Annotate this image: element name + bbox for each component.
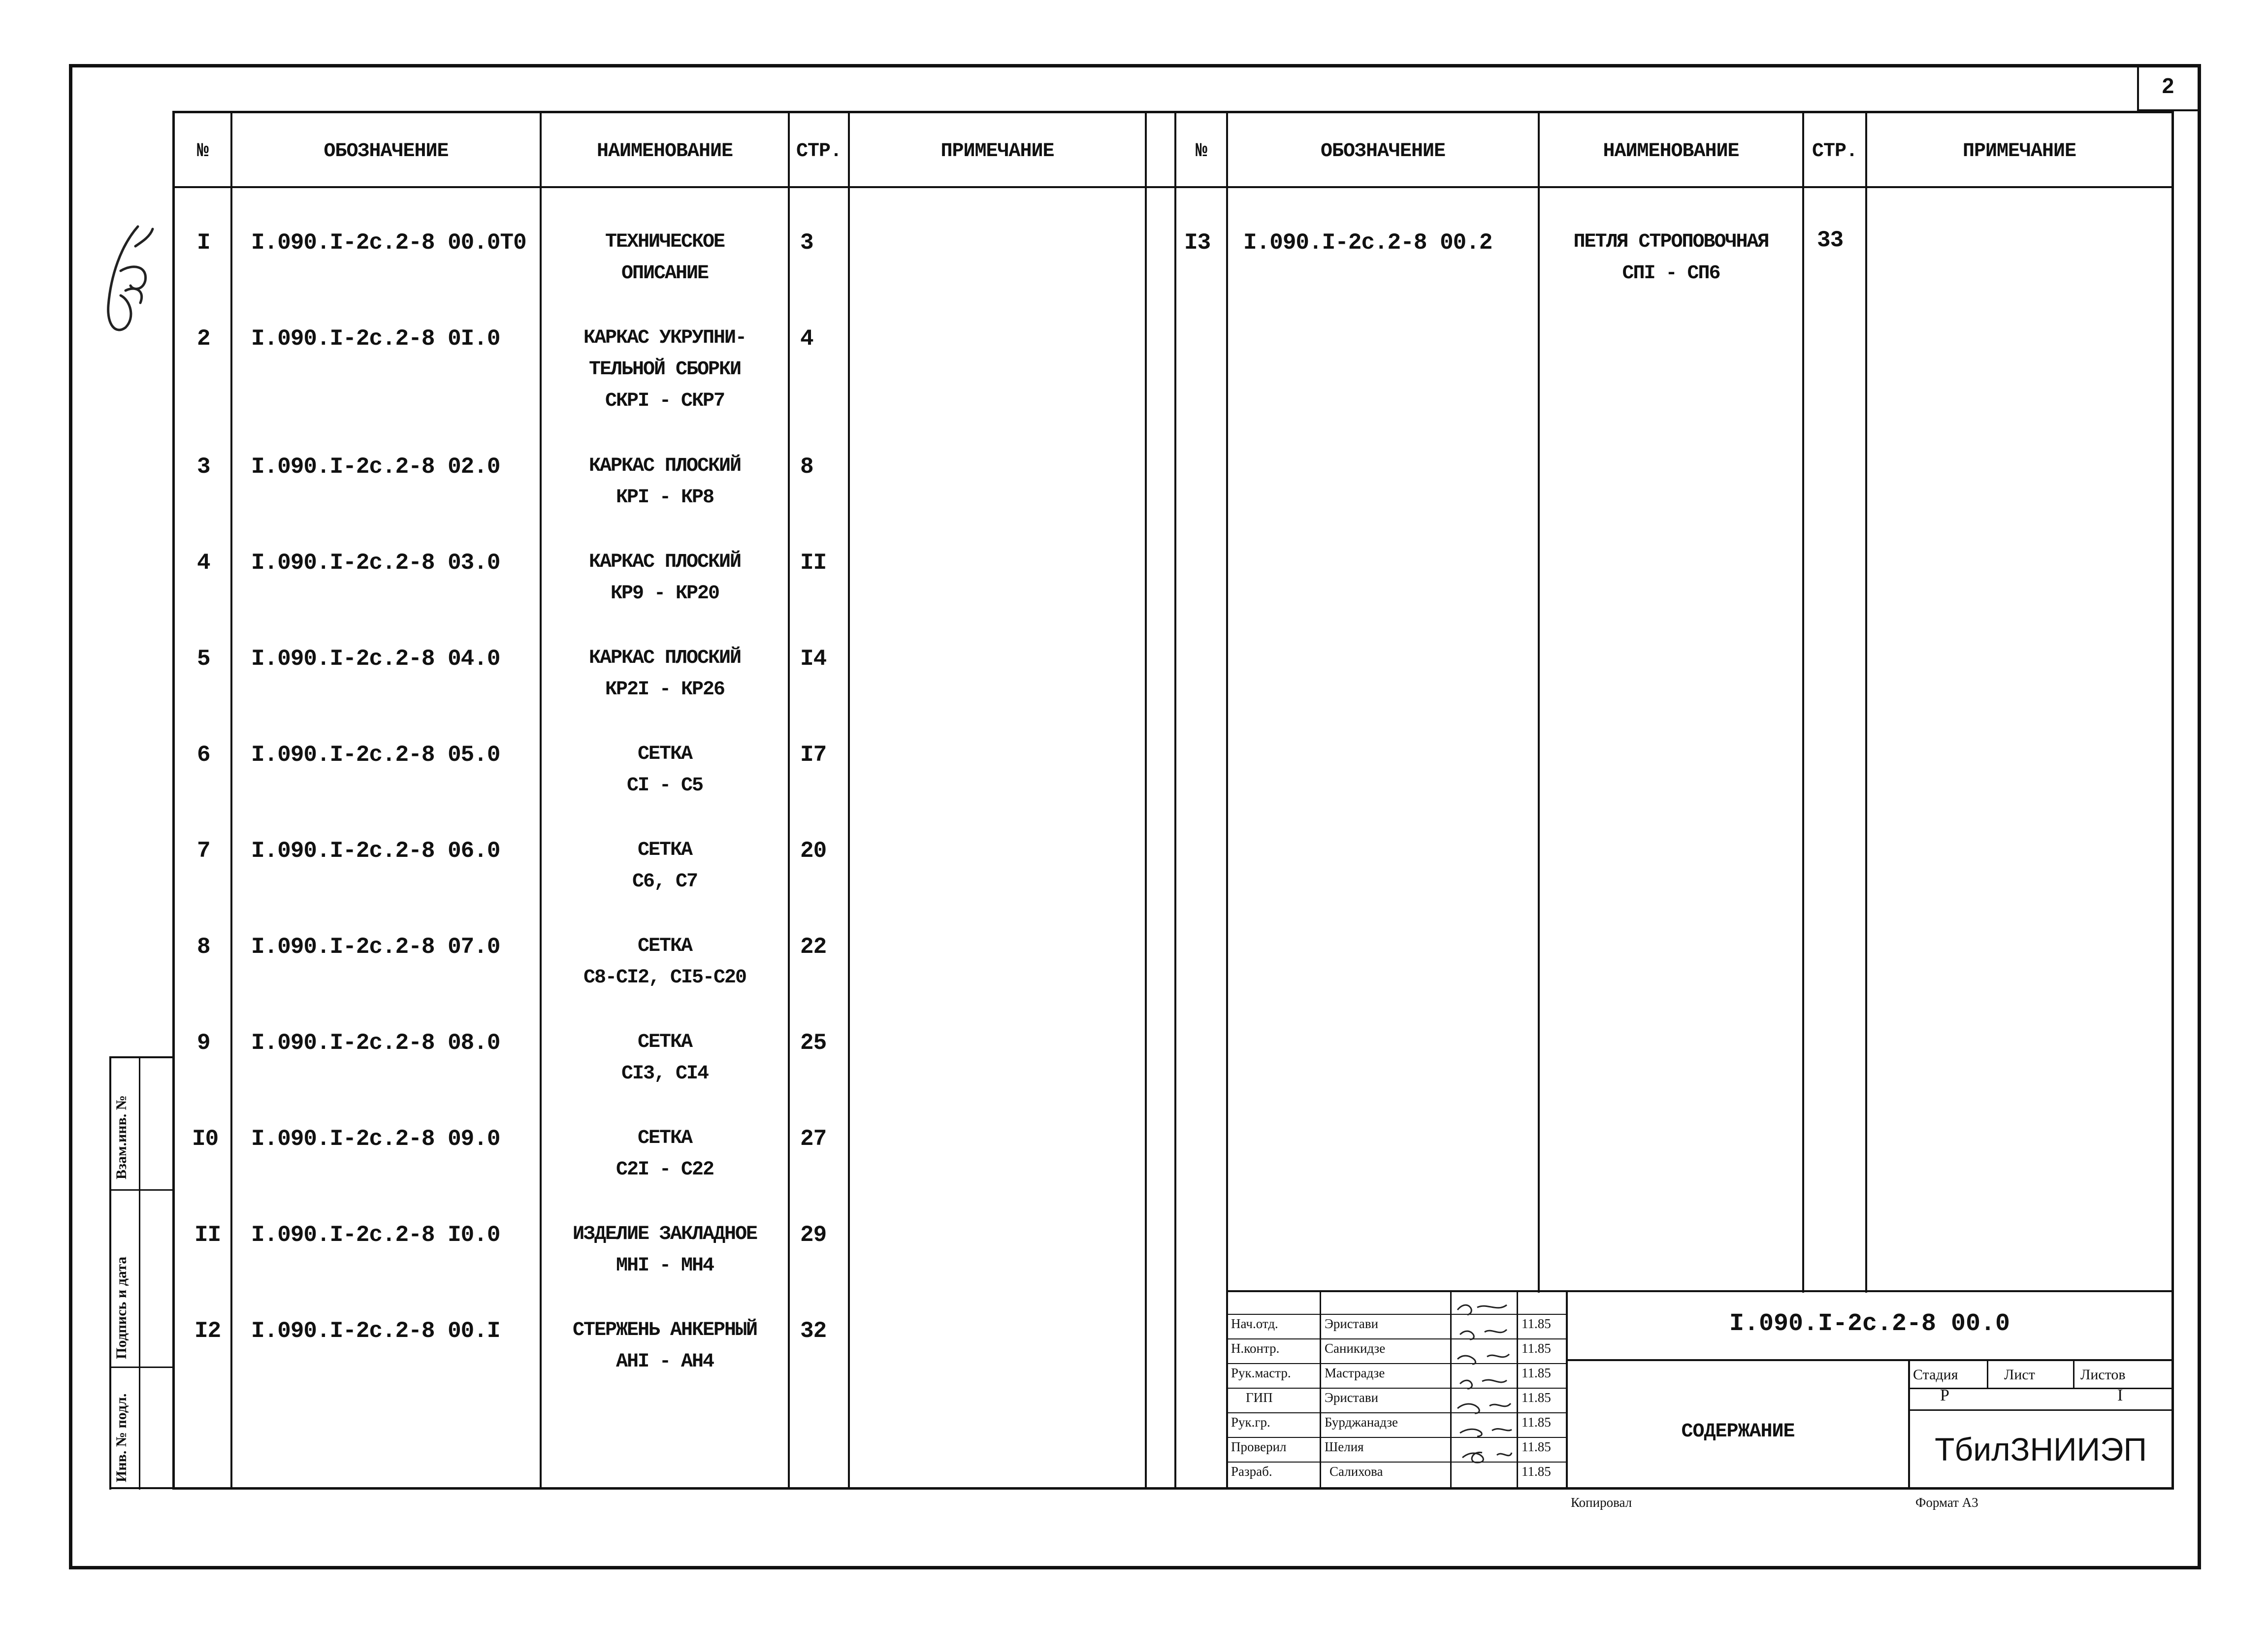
right-header-name: НАИМЕНОВАНИЕ (1603, 140, 1739, 163)
row-no: II (194, 1222, 221, 1248)
row-no: 7 (197, 838, 210, 864)
row-name: СЕТКА СI3, СI4 (621, 1031, 709, 1085)
right-header-page: СТР. (1812, 140, 1857, 163)
left-header-note: ПРИМЕЧАНИЕ (940, 140, 1054, 163)
tb-col (1908, 1359, 1910, 1487)
row-name: ИЗДЕЛИЕ ЗАКЛАДНОЕ МНI - МН4 (572, 1223, 757, 1277)
row-designation: I.090.I-2c.2-8 00.0Т0 (251, 230, 526, 256)
row-name: КАРКАС ПЛОСКИЙ КР2I - КР26 (588, 647, 741, 701)
row-designation: I.090.I-2c.2-8 0I.0 (251, 326, 500, 352)
tb-role: Рук.гр. (1231, 1415, 1270, 1430)
col-line (848, 111, 850, 1490)
stamp-box-bottom (109, 1487, 175, 1489)
col-line (1226, 111, 1228, 1490)
row-no: 8 (197, 934, 210, 960)
tb-stage-label: Стадия (1913, 1367, 1958, 1383)
col-line (1145, 111, 1147, 1490)
tb-name: Салихова (1329, 1464, 1383, 1479)
right-header-no: № (1195, 140, 1207, 163)
tb-row (1908, 1409, 2174, 1411)
stamp-col (139, 1056, 140, 1490)
row-page: 4 (800, 326, 813, 352)
right-header-designation: ОБОЗНАЧЕНИЕ (1320, 140, 1446, 163)
tb-format: Формат А3 (1915, 1495, 1978, 1510)
row-name: ПЕТЛЯ СТРОПОВОЧНАЯ СПI - СП6 (1573, 231, 1769, 285)
row-page: I4 (800, 646, 827, 672)
tb-date: 11.85 (1522, 1390, 1551, 1405)
row-designation: I.090.I-2c.2-8 I0.0 (251, 1222, 500, 1248)
tb-name: Саникидзе (1325, 1341, 1386, 1356)
row-page: II (800, 550, 827, 576)
tb-role: Разраб. (1231, 1464, 1272, 1479)
row-page: 32 (800, 1318, 827, 1344)
stamp-box-left (109, 1056, 111, 1490)
col-line (1802, 111, 1804, 1293)
tb-mid (1566, 1359, 2174, 1361)
handwritten-signature (91, 217, 155, 350)
tb-code: I.090.I-2c.2-8 00.0 (1729, 1310, 2010, 1338)
left-header-name: НАИМЕНОВАНИЕ (596, 140, 733, 163)
tb-col (1517, 1290, 1518, 1487)
col-line (788, 111, 790, 1490)
left-header-page: СТР. (796, 140, 842, 163)
row-no: 6 (197, 742, 210, 768)
row-no: 5 (197, 646, 210, 672)
tb-sheets: I (2117, 1386, 2123, 1404)
row-designation: I.090.I-2c.2-8 04.0 (251, 646, 500, 672)
tb-name: Бурджанадзе (1325, 1415, 1398, 1430)
tb-role: Нач.отд. (1231, 1316, 1278, 1331)
row-no: 2 (197, 326, 210, 352)
row-page: 20 (800, 838, 827, 864)
inner-top (172, 111, 2174, 113)
tb-role: Н.контр. (1231, 1341, 1280, 1356)
row-page: 25 (800, 1030, 827, 1056)
stamp-sign-date: Подпись и дата (113, 1256, 130, 1359)
tb-role: Проверил (1231, 1439, 1287, 1454)
inner-right (2171, 111, 2174, 1490)
tb-sheet-label: Лист (2004, 1367, 2035, 1383)
tb-copied: Копировал (1571, 1495, 1632, 1510)
row-page: 27 (800, 1126, 827, 1152)
row-designation: I.090.I-2c.2-8 00.I (251, 1318, 500, 1344)
row-name: СЕТКА СI - С5 (626, 743, 703, 797)
row-name: СЕТКА С8-СI2, СI5-С20 (583, 935, 746, 989)
row-no: 4 (197, 550, 210, 576)
row-no: 9 (197, 1030, 210, 1056)
row-designation: I.090.I-2c.2-8 06.0 (251, 838, 500, 864)
row-designation: I.090.I-2c.2-8 05.0 (251, 742, 500, 768)
inner-bottom (172, 1487, 2174, 1490)
row-designation: I.090.I-2c.2-8 09.0 (251, 1126, 500, 1152)
frame-bottom (69, 1566, 2201, 1569)
stamp-inv-no: Инв. № подл. (113, 1393, 130, 1482)
stamp-sep (109, 1189, 175, 1191)
row-page: 8 (800, 454, 813, 480)
row-page: I7 (800, 742, 827, 768)
right-header-note: ПРИМЕЧАНИЕ (1962, 140, 2076, 163)
frame-right (2198, 64, 2201, 1569)
staff-signatures (1453, 1293, 1516, 1485)
row-name: СЕТКА С6, С7 (632, 839, 698, 893)
row-page: 29 (800, 1222, 827, 1248)
row-name: КАРКАС УКРУПНИ- ТЕЛЬНОЙ СБОРКИ СКРI - СКР7 (583, 327, 746, 412)
row-designation: I.090.I-2c.2-8 02.0 (251, 454, 500, 480)
stamp-replaces: Взам.инв. № (113, 1095, 130, 1179)
row-name: ТЕХНИЧЕСКОЕ ОПИСАНИЕ (605, 231, 725, 285)
tb-name: Эристави (1325, 1390, 1379, 1405)
tb-date: 11.85 (1522, 1439, 1551, 1454)
stamp-sep (109, 1367, 175, 1368)
frame-top (69, 64, 2201, 67)
row-no: 3 (197, 454, 210, 480)
row-no: I (197, 230, 210, 256)
tb-role: ГИП (1246, 1390, 1273, 1405)
row-designation: I.090.I-2c.2-8 00.2 (1243, 230, 1492, 256)
row-designation: I.090.I-2c.2-8 07.0 (251, 934, 500, 960)
tb-sheets-label: Листов (2080, 1367, 2126, 1383)
tb-date: 11.85 (1522, 1341, 1551, 1356)
col-line (1865, 111, 1867, 1293)
tb-name: Мастрадзе (1325, 1366, 1385, 1380)
frame-left (69, 64, 72, 1569)
row-designation: I.090.I-2c.2-8 08.0 (251, 1030, 500, 1056)
row-page: 33 (1817, 228, 1844, 253)
row-name: СЕТКА С2I - С22 (616, 1127, 714, 1181)
col-line (230, 111, 232, 1490)
tb-date: 11.85 (1522, 1316, 1551, 1331)
tb-org: ТбилЗНИИЭП (1935, 1431, 2147, 1467)
row-no: I3 (1184, 230, 1211, 256)
tb-name: Эристави (1325, 1316, 1379, 1331)
row-page: 3 (800, 230, 813, 256)
row-name: КАРКАС ПЛОСКИЙ КР9 - КР20 (588, 551, 741, 605)
tb-role: Рук.мастр. (1231, 1366, 1291, 1380)
tb-stage: Р (1940, 1386, 1949, 1404)
tb-date: 11.85 (1522, 1464, 1551, 1479)
row-page: 22 (800, 934, 827, 960)
sheet-number: 2 (2162, 74, 2174, 98)
left-header-designation: ОБОЗНАЧЕНИЕ (324, 140, 449, 163)
tb-col (1450, 1290, 1452, 1487)
tb-title: СОДЕРЖАНИЕ (1681, 1421, 1795, 1443)
row-no: I2 (194, 1318, 221, 1344)
row-no: I0 (192, 1126, 219, 1152)
tb-col (1987, 1359, 1988, 1389)
tb-col (2073, 1359, 2074, 1389)
row-name: СТЕРЖЕНЬ АНКЕРНЫЙ АНI - АН4 (572, 1319, 757, 1373)
stamp-box-top (109, 1056, 175, 1058)
row-designation: I.090.I-2c.2-8 03.0 (251, 550, 500, 576)
tb-date: 11.85 (1522, 1366, 1551, 1380)
tb-top (1226, 1290, 2174, 1292)
col-line (1174, 111, 1176, 1490)
tb-date: 11.85 (1522, 1415, 1551, 1430)
tb-col (1320, 1290, 1321, 1487)
row-name: КАРКАС ПЛОСКИЙ КРI - КР8 (588, 455, 741, 509)
left-header-no: № (196, 140, 208, 163)
inner-left (172, 111, 175, 1490)
tb-name: Шелия (1325, 1439, 1364, 1454)
header-rule (172, 186, 2174, 188)
